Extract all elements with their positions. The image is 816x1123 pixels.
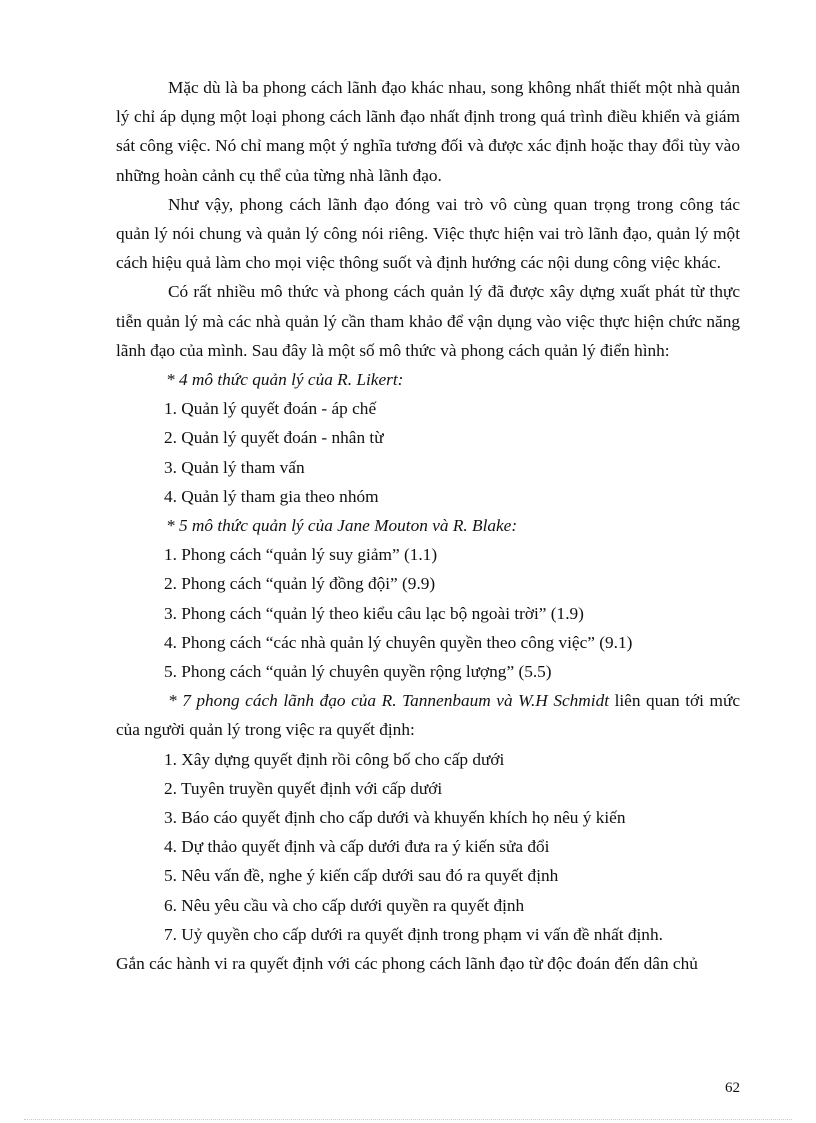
tannenbaum-heading-italic: * 7 phong cách lãnh đạo của R. Tannenbaum và W.H Schmidt [168, 691, 610, 711]
tannenbaum-heading-rest: liên quan tới mức của người quản lý trong việc ra quyết định: [116, 691, 740, 740]
mouton-blake-heading: * 5 mô thức quản lý của Jane Mouton và R. Blake: [166, 516, 518, 536]
list-item: 6. Nêu yêu cầu và cho cấp dưới quyền ra quyết định [164, 895, 525, 915]
list-item: 4. Phong cách “các nhà quản lý chuyên quyền theo công việc” (9.1) [164, 632, 633, 652]
closing-paragraph: Gắn các hành vi ra quyết định với các phong cách lãnh đạo từ độc đoán đến dân chủ [116, 954, 698, 974]
list-item: 2. Phong cách “quản lý đồng đội” (9.9) [164, 574, 436, 594]
paragraph-leadership-styles: Mặc dù là ba phong cách lãnh đạo khác nhau, song không nhất thiết một nhà quản lý chỉ áp dụng một loại phong cách lãnh đạo nhất định trong quá trình điều khiển và giám sát công việc. Nó chỉ mang một ý nghĩa tương đối và được xác định hoặc thay đổi tùy vào những hoàn cảnh cụ thể của từng nhà lãnh đạo. [116, 78, 740, 185]
paragraph-role-of-leadership: Như vậy, phong cách lãnh đạo đóng vai trò vô cùng quan trọng trong công tác quản lý nói chung và quản lý công nói riêng. Việc thực hiện vai trò lãnh đạo, quản lý một cách hiệu quả làm cho mọi việc thông suốt và định hướng các nội dung công việc khác. [116, 194, 740, 273]
list-item: 5. Phong cách “quản lý chuyên quyền rộng lượng” (5.5) [164, 662, 552, 682]
list-item: 4. Dự thảo quyết định và cấp dưới đưa ra ý kiến sửa đổi [164, 837, 550, 857]
paragraph-management-models-intro: Có rất nhiều mô thức và phong cách quản lý đã được xây dựng xuất phát từ thực tiễn quản lý mà các nhà quản lý cần tham khảo để vận dụng vào việc thực hiện chức năng lãnh đạo của mình. Sau đây là một số mô thức và phong cách quản lý điển hình: [116, 282, 740, 360]
tannenbaum-heading [116, 686, 740, 744]
list-item: 1. Xây dựng quyết định rồi công bố cho cấp dưới [164, 749, 505, 769]
page-number: 62 [725, 1080, 740, 1096]
list-item: 7. Uỷ quyền cho cấp dưới ra quyết định trong phạm vi vấn đề nhất định. [164, 924, 663, 944]
list-item: 1. Phong cách “quản lý suy giảm” (1.1) [164, 545, 438, 565]
list-item: 3. Quản lý tham vấn [164, 457, 305, 477]
likert-heading: * 4 mô thức quản lý của R. Likert: [166, 370, 404, 390]
list-item: 2. Tuyên truyền quyết định với cấp dưới [164, 778, 443, 798]
list-item: 4. Quản lý tham gia theo nhóm [164, 486, 379, 506]
list-item: 1. Quản lý quyết đoán - áp chế [164, 399, 377, 419]
list-item: 3. Phong cách “quản lý theo kiểu câu lạc bộ ngoài trời” (1.9) [164, 603, 584, 623]
list-item: 5. Nêu vấn đề, nghe ý kiến cấp dưới sau đó ra quyết định [164, 866, 559, 886]
page-body [116, 73, 740, 978]
page-bottom-rule [24, 1119, 792, 1120]
list-item: 3. Báo cáo quyết định cho cấp dưới và khuyến khích họ nêu ý kiến [164, 808, 626, 828]
list-item: 2. Quản lý quyết đoán - nhân từ [164, 428, 384, 448]
